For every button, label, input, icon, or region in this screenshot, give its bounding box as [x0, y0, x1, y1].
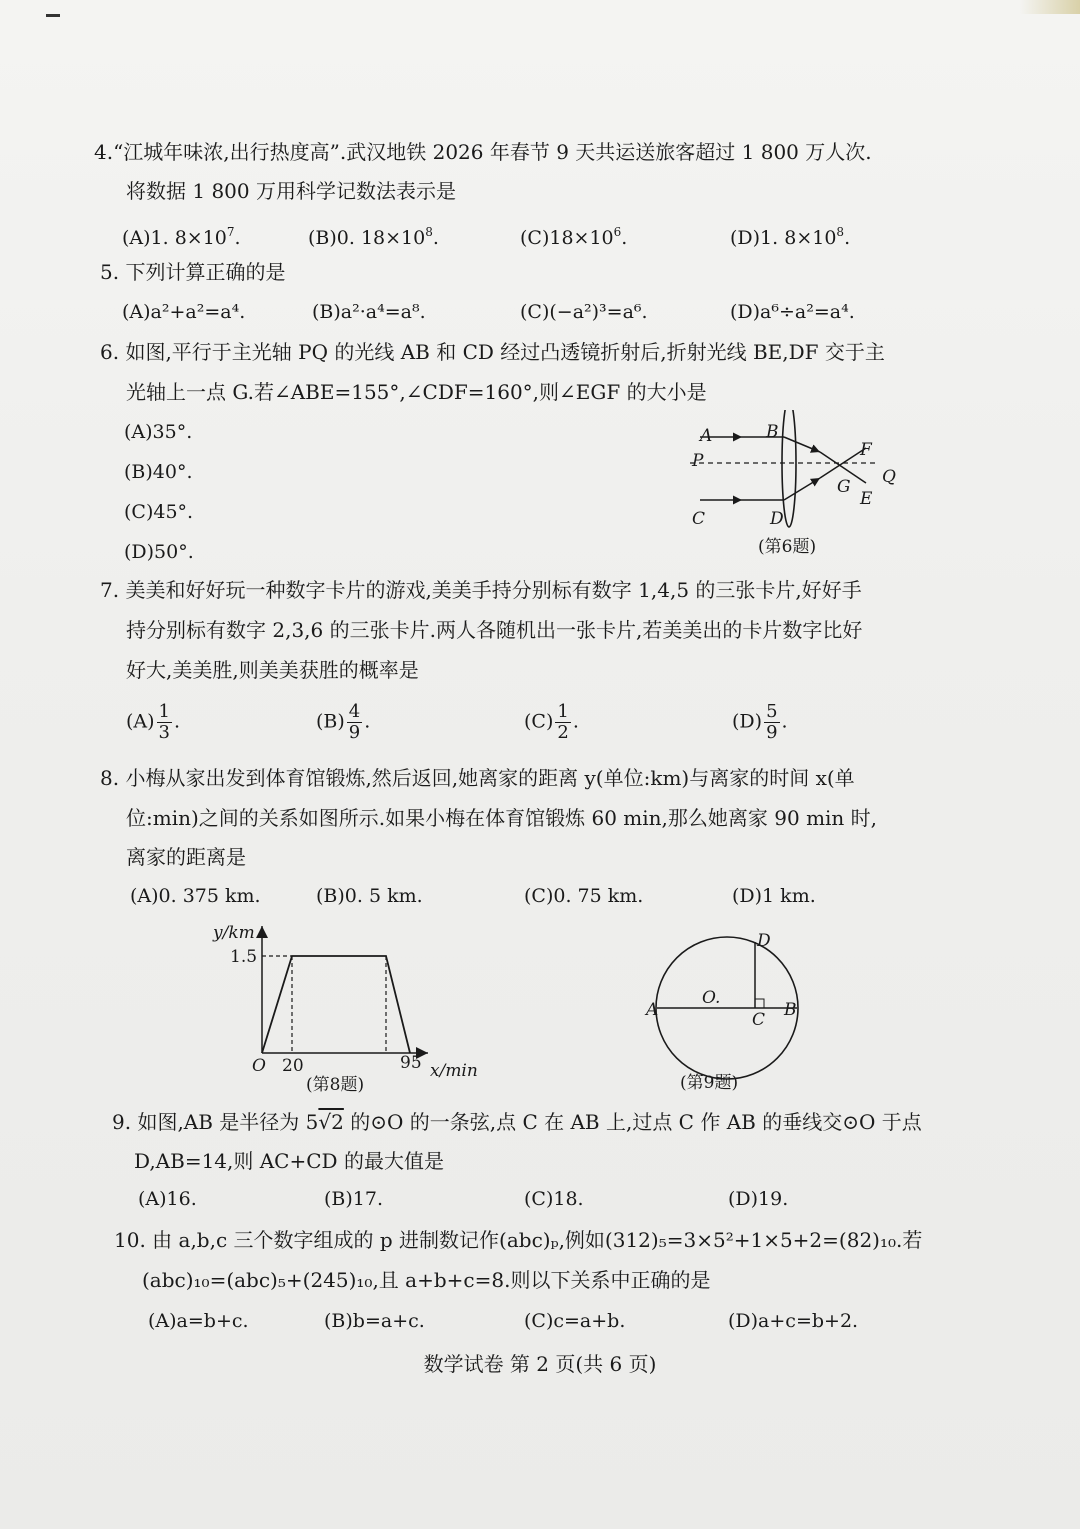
label-g: G	[837, 477, 851, 497]
q4-option-b: (B)0. $18\times 10^8$.	[308, 225, 439, 249]
q5-line1: 5. 下列计算正确的是	[100, 260, 286, 284]
corner-mark	[46, 14, 60, 17]
q9-caption: (第9题)	[680, 1073, 739, 1093]
q8-option-b: (B)0. 5 km.	[316, 885, 423, 907]
label-a9: A	[646, 1000, 659, 1020]
page-footer: 数学试卷 第 2 页(共 6 页)	[423, 1352, 657, 1376]
q10-line1: 10. 由 a,b,c 三个数字组成的 p 进制数记作(abc)ₚ,例如(312)₅=3×5²+1×5+2=(82)₁₀.若	[114, 1228, 923, 1252]
q6-option-b: (B)40°.	[124, 461, 193, 483]
origin-label: O	[252, 1056, 266, 1076]
q9-option-c: (C)18.	[524, 1188, 584, 1210]
ray-be-arrow	[784, 437, 820, 452]
q10-option-a: (A)a=b+c.	[148, 1310, 249, 1332]
q7-line2: 持分别标有数字 2,3,6 的三张卡片.两人各随机出一张卡片,若美美出的卡片数字比好	[126, 618, 863, 642]
q6-option-d: (D)50°.	[124, 541, 194, 563]
q8-line1: 8. 小梅从家出发到体育馆锻炼,然后返回,她离家的距离 y(单位:km)与离家的时间 x(单	[100, 766, 855, 790]
q6-line1: 6. 如图,平行于主光轴 PQ 的光线 AB 和 CD 经过凸透镜折射后,折射光线 BE,DF 交于主	[100, 340, 885, 364]
q4-option-d: (D)1. $8\times 10^8$.	[730, 225, 851, 249]
q7-option-c: (C) $\frac{1}{2}$ .	[524, 701, 579, 743]
label-f: F	[860, 440, 872, 460]
label-b9: B	[784, 1000, 797, 1020]
q8-line3: 离家的距离是	[126, 845, 246, 869]
label-e: E	[860, 489, 873, 509]
q9-option-a: (A)16.	[138, 1188, 197, 1210]
q6-option-c: (C)45°.	[124, 501, 194, 523]
q7-line3: 好大,美美胜,则美美获胜的概率是	[126, 658, 419, 682]
q5-option-a: (A)a²+a²=a⁴.	[122, 301, 246, 323]
q4-option-c: $(C)18\times 10^6$.	[520, 225, 628, 249]
convex-lens	[782, 410, 796, 527]
q10-line2: (abc)₁₀=(abc)₅+(245)₁₀,且 a+b+c=8.则以下关系中正确的是	[142, 1268, 711, 1292]
q5-option-d: (D)a⁶÷a²=a⁴.	[730, 301, 855, 323]
distance-polyline	[262, 956, 410, 1053]
q6-line2: 光轴上一点 G.若∠ABE=155°,∠CDF=160°,则∠EGF 的大小是	[126, 380, 707, 404]
q4-option-a: (A)1. $8\times 10^7$.	[122, 225, 241, 249]
q5-option-c: (C)(−a²)³=a⁶.	[520, 301, 648, 323]
q7-option-d: (D) $\frac{5}{9}$ .	[732, 701, 788, 743]
q7-option-b: (B) $\frac{4}{9}$ .	[316, 701, 371, 743]
x-axis-label: x/min	[430, 1061, 478, 1081]
q6-caption: (第6题)	[758, 537, 817, 557]
q10-option-b: (B)b=a+c.	[324, 1310, 425, 1332]
q9-line2: D,AB=14,则 AC+CD 的最大值是	[134, 1149, 444, 1173]
label-d9: D	[757, 931, 771, 951]
label-a: A	[700, 426, 713, 446]
label-q: Q	[882, 467, 896, 487]
tick-x20: 20	[282, 1056, 304, 1076]
q6-option-a: (A)35°.	[124, 421, 193, 443]
q10-option-d: (D)a+c=b+2.	[728, 1310, 859, 1332]
q4-line2: 将数据 1 800 万用科学记数法表示是	[126, 179, 456, 203]
label-p: P	[692, 451, 704, 471]
q9-option-b: (B)17.	[324, 1188, 384, 1210]
tick-x95: 95	[400, 1053, 422, 1073]
label-c9: C	[752, 1010, 766, 1030]
q10-option-c: (C)c=a+b.	[524, 1310, 626, 1332]
q8-line2: 位:min)之间的关系如图所示.如果小梅在体育馆锻炼 60 min,那么她离家 90 min 时,	[126, 806, 878, 830]
q9-option-d: (D)19.	[728, 1188, 789, 1210]
right-angle-mark	[755, 999, 764, 1008]
label-o9: O.	[702, 988, 721, 1008]
label-d: D	[770, 509, 784, 529]
label-b: B	[766, 422, 779, 442]
ray-df-arrow	[784, 478, 820, 500]
y-axis-label: y/km	[213, 923, 255, 943]
q9-circle-figure	[640, 925, 810, 1100]
q7-option-a: (A) $\frac{1}{3}$ .	[126, 701, 181, 743]
q9-line1: 9. 如图,AB 是半径为 5√2 的⊙O 的一条弦,点 C 在 AB 上,过点 C 作 AB 的垂线交⊙O 于点	[112, 1110, 922, 1134]
q8-option-c: (C)0. 75 km.	[524, 885, 644, 907]
q8-option-a: (A)0. 375 km.	[130, 885, 261, 907]
tick-y15: 1.5	[230, 947, 258, 967]
q8-option-d: (D)1 km.	[732, 885, 816, 907]
q7-line1: 7. 美美和好好玩一种数字卡片的游戏,美美手持分别标有数字 1,4,5 的三张卡片,好好手	[100, 578, 862, 602]
q8-graph-figure	[200, 918, 490, 1098]
corner-smudge	[1020, 0, 1080, 14]
q6-lens-figure	[680, 410, 900, 560]
q8-caption: (第8题)	[306, 1075, 365, 1095]
q4-line1: 4.“江城年味浓,出行热度高”.武汉地铁 2026 年春节 9 天共运送旅客超过 1 800 万人次.	[94, 140, 872, 164]
label-c: C	[692, 509, 706, 529]
q5-option-b: (B)a²·a⁴=a⁸.	[312, 301, 426, 323]
